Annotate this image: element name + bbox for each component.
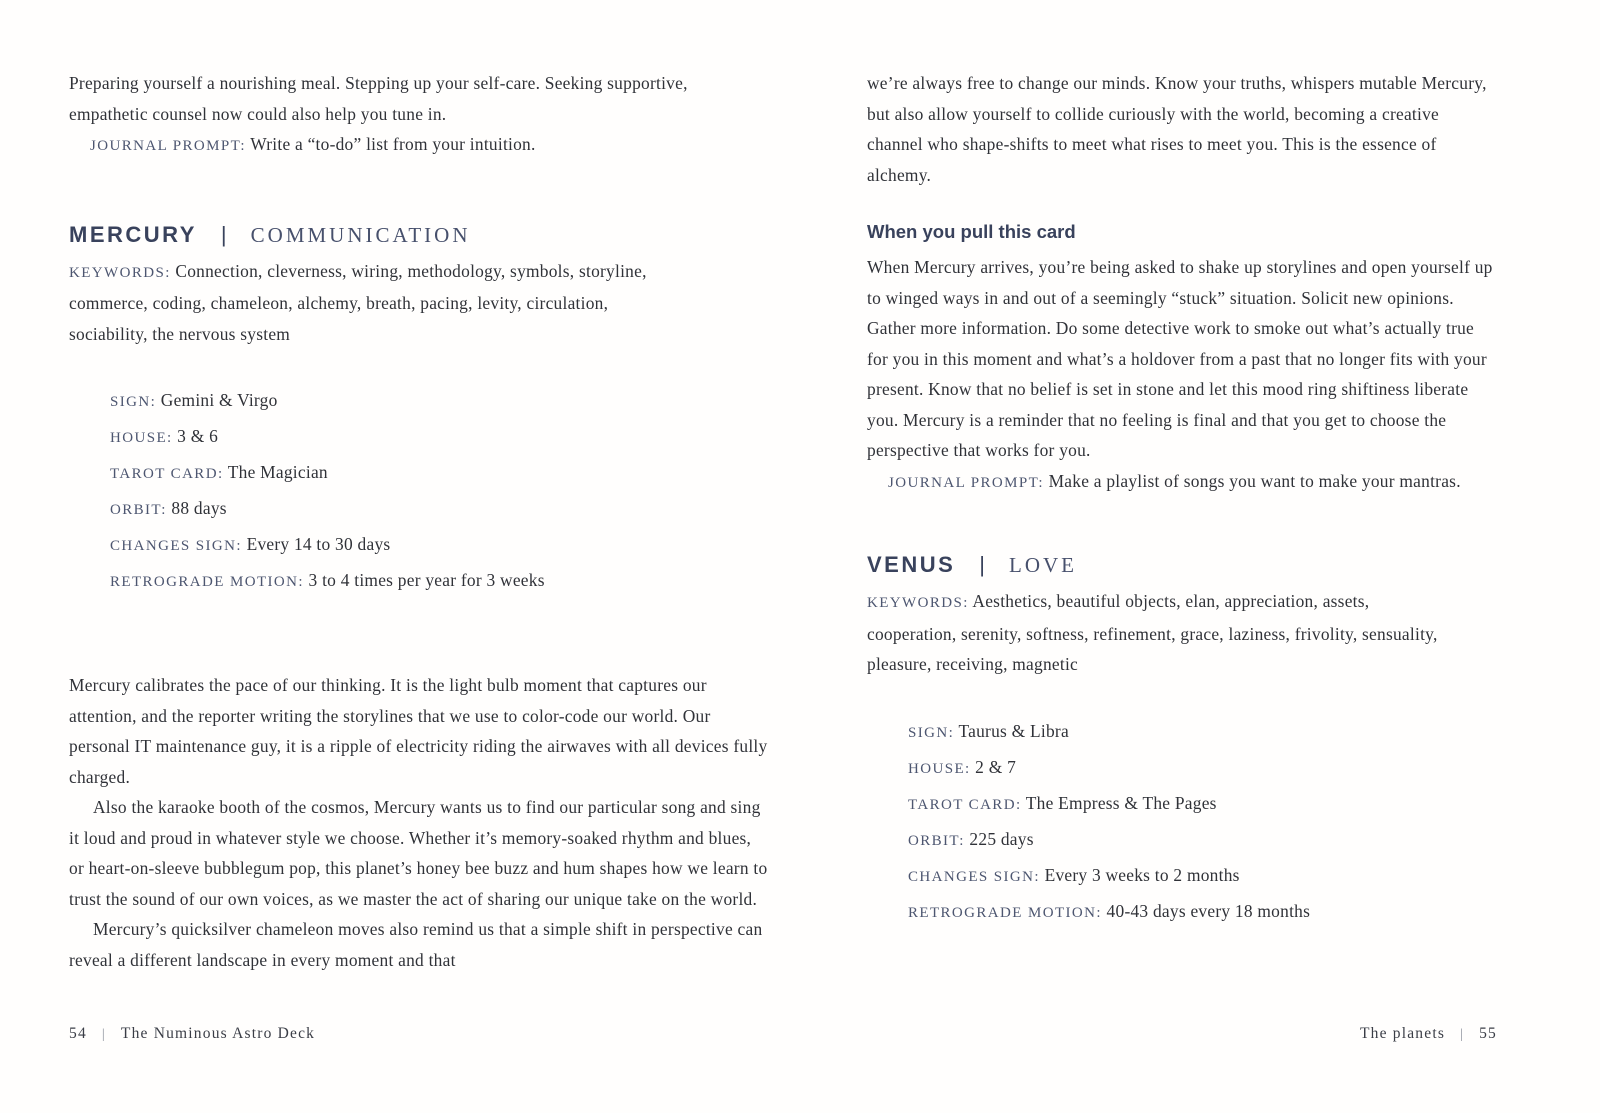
footer-left xyxy=(69,1025,315,1043)
fact-tarot-card xyxy=(908,786,1507,822)
journal-prompt-label: JOURNAL PROMPT: xyxy=(90,138,246,154)
body-paragraph: Mercury calibrates the pace of our thinking. It is the light bulb moment that captures our attention, and the reporter writing the storylines that we use to color-code our world. Our personal IT maintenance guy, it is a ripple of electricity riding the airwaves with all devices fully charged. xyxy=(69,675,768,787)
journal-prompt-text: Write a “to-do” list from your intuition. xyxy=(245,134,536,154)
mercury-body xyxy=(69,670,769,975)
keywords-label: KEYWORDS: xyxy=(69,264,171,281)
footer-divider: | xyxy=(101,1027,106,1042)
pull-card-paragraph: When Mercury arrives, you’re being asked to shake up storylines and open yourself up to winged ways in and out of a seemingly “stuck” situation. Solicit new opinions. Gather more information. Do some detective work to smoke out what’s actually true for you in this moment and what’s a holdover from a past that no longer fits with your present. Know that no belief is set in stone and let this mood ring shiftiness liberate you. Mercury is a reminder that no feeling is final and that you get to choose the perspective that works for you. xyxy=(867,257,1493,460)
fact-orbit xyxy=(908,822,1507,858)
venus-heading-theme: LOVE xyxy=(1009,553,1078,577)
fact-value: The Magician xyxy=(223,462,328,482)
journal-prompt xyxy=(69,129,769,162)
fact-value: 3 to 4 times per year for 3 weeks xyxy=(303,570,545,590)
fact-sign xyxy=(110,383,769,419)
fact-sign xyxy=(908,714,1507,750)
fact-label: SIGN: xyxy=(908,724,955,741)
fact-house xyxy=(110,419,769,455)
fact-changes-sign xyxy=(908,858,1507,894)
fact-label: HOUSE: xyxy=(908,760,971,777)
body-paragraph: Also the karaoke booth of the cosmos, Mercury wants us to find our particular song and sing it loud and proud in whatever style we choose. Whether it’s memory-soaked rhythm and blues, or heart-on-sleeve bubblegum pop, this planet’s honey bee buzz and hum shapes how we learn to trust the sound of our own voices, as we master the act of sharing our unique take on the world. xyxy=(69,797,768,909)
fact-retrograde-motion xyxy=(110,563,769,599)
fact-value: 88 days xyxy=(166,498,227,518)
fact-label: RETROGRADE MOTION: xyxy=(908,904,1102,921)
journal-prompt-label: JOURNAL PROMPT: xyxy=(888,474,1044,491)
heading-divider: | xyxy=(220,221,227,247)
page-number: 55 xyxy=(1479,1025,1497,1042)
keywords-text: Connection, cleverness, wiring, methodology, symbols, storyline, commerce, coding, chameleon, alchemy, breath, pacing, levity, circulation, sociability, the nervous system xyxy=(69,260,647,344)
mercury-heading xyxy=(69,216,769,250)
fact-label: SIGN: xyxy=(110,394,157,410)
fact-value: 40-43 days every 18 months xyxy=(1101,900,1311,921)
mercury-heading-planet: MERCURY xyxy=(69,221,197,247)
fact-value: Every 14 to 30 days xyxy=(241,534,391,554)
fact-value: 225 days xyxy=(964,828,1034,849)
page-right xyxy=(867,68,1507,930)
fact-label: HOUSE: xyxy=(110,430,173,446)
journal-prompt xyxy=(867,466,1507,499)
fact-changes-sign xyxy=(110,527,769,563)
fact-label: RETROGRADE MOTION: xyxy=(110,574,304,590)
chapter-title: The planets xyxy=(1360,1025,1446,1042)
venus-heading-planet: VENUS xyxy=(867,552,956,577)
fact-house xyxy=(908,750,1507,786)
footer-right xyxy=(1360,1025,1497,1043)
fact-value: Taurus & Libra xyxy=(954,720,1069,741)
fact-value: 2 & 7 xyxy=(970,756,1017,777)
keywords-text: Aesthetics, beautiful objects, elan, appreciation, assets, cooperation, serenity, softness, refinement, grace, laziness, frivolity, sensuality, pleasure, receiving, magnetic xyxy=(867,591,1438,674)
fact-value: The Empress & The Pages xyxy=(1021,792,1217,813)
continuation-paragraph: we’re always free to change our minds. Know your truths, whispers mutable Mercury, but also allow yourself to collide curiously with the world, becoming a creative channel who shape-shifts to meet what rises to meet you. This is the essence of alchemy. xyxy=(867,73,1487,185)
venus-heading xyxy=(867,546,1507,580)
venus-keywords xyxy=(867,586,1455,680)
fact-label: ORBIT: xyxy=(110,502,167,518)
mercury-keywords xyxy=(69,256,669,350)
book-title: The Numinous Astro Deck xyxy=(120,1025,316,1042)
fact-label: TAROT CARD: xyxy=(110,466,224,482)
intro-paragraph: Preparing yourself a nourishing meal. Stepping up your self-care. Seeking supportive, empathetic counsel now could also help you tune in. xyxy=(69,73,688,124)
fact-orbit xyxy=(110,491,769,527)
heading-divider: | xyxy=(979,552,986,577)
mercury-heading-theme: COMMUNICATION xyxy=(250,222,471,247)
mercury-facts-list xyxy=(69,383,769,599)
pull-card-heading: When you pull this card xyxy=(867,221,1076,242)
venus-facts-list xyxy=(867,714,1507,930)
fact-tarot-card xyxy=(110,455,769,491)
fact-value: Every 3 weeks to 2 months xyxy=(1039,864,1240,885)
page-number: 54 xyxy=(69,1025,87,1042)
footer-divider: | xyxy=(1460,1027,1465,1042)
journal-prompt-text: Make a playlist of songs you want to make your mantras. xyxy=(1043,470,1461,491)
page-left xyxy=(69,68,769,975)
fact-value: Gemini & Virgo xyxy=(156,390,278,410)
fact-value: 3 & 6 xyxy=(172,426,219,446)
fact-label: CHANGES SIGN: xyxy=(110,538,242,554)
body-paragraph: Mercury’s quicksilver chameleon moves also remind us that a simple shift in perspective can reveal a different landscape in every moment and that xyxy=(69,919,763,970)
fact-label: CHANGES SIGN: xyxy=(908,868,1040,885)
fact-label: ORBIT: xyxy=(908,832,965,849)
fact-retrograde-motion xyxy=(908,894,1507,930)
keywords-label: KEYWORDS: xyxy=(867,595,969,611)
fact-label: TAROT CARD: xyxy=(908,796,1022,813)
